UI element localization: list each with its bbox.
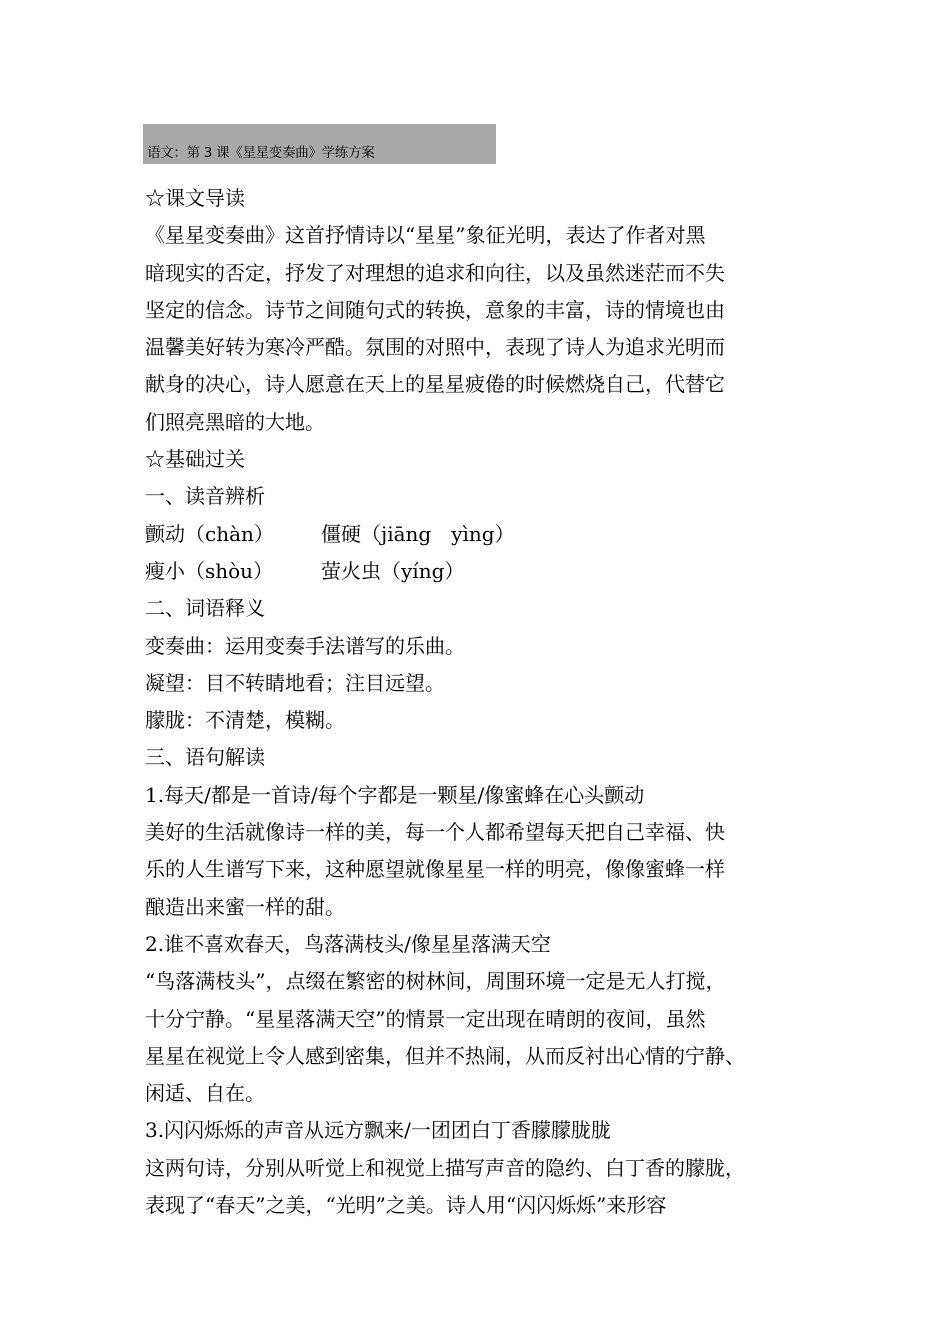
paragraph-line: 闲适、自在。 [145,1081,265,1106]
item-title: 1.每天/都是一首诗/每个字都是一颗星/像蜜蜂在心头颤动 [145,782,645,807]
item-title: 2.谁不喜欢春天，鸟落满枝头/像星星落满天空 [145,931,551,956]
document-body [145,180,835,1224]
header-title: 语文：第 3 课《星星变奏曲》学练方案 [147,145,375,161]
pronunciation-term: 萤火虫（yíng） [321,558,465,583]
subheading-vocabulary: 二、词语释义 [145,596,265,621]
paragraph-line: 《星星变奏曲》这首抒情诗以“星星”象征光明，表达了作者对黑 [145,223,706,248]
paragraph-line: 坚定的信念。诗节之间随句式的转换，意象的丰富，诗的情境也由 [145,297,725,322]
paragraph-line: 表现了“春天”之美，“光明”之美。诗人用“闪闪烁烁”来形容 [145,1193,667,1218]
paragraph-line: 这两句诗，分别从听觉上和视觉上描写声音的隐约、白丁香的朦胧， [145,1155,745,1180]
vocab-entry: 凝望：目不转睛地看；注目远望。 [145,670,445,695]
paragraph-line: 献身的决心，诗人愿意在天上的星星疲倦的时候燃烧自己，代替它 [145,372,725,397]
paragraph-line: 美好的生活就像诗一样的美，每一个人都希望每天把自己幸福、快 [145,820,725,845]
paragraph-line: 十分宁静。“星星落满天空”的情景一定出现在晴朗的夜间，虽然 [145,1006,706,1031]
item-title: 3.闪闪烁烁的声音从远方飘来/一团团白丁香朦朦胧胧 [145,1118,611,1143]
section-heading-basics: ☆基础过关 [145,447,245,472]
paragraph-line: 酿造出来蜜一样的甜。 [145,894,345,919]
pronunciation-row [145,516,835,553]
pronunciation-term: 僵硬（jiāng yìng） [321,521,515,546]
paragraph-line: “鸟落满枝头”，点缀在繁密的树林间，周围环境一定是无人打搅， [145,969,726,994]
section-heading-intro: ☆课文导读 [145,186,245,210]
paragraph-line: 暗现实的否定，抒发了对理想的追求和向往，以及虽然迷茫而不失 [145,260,725,285]
subheading-sentences: 三、语句解读 [145,745,265,770]
header-banner [143,124,496,164]
vocab-entry: 朦胧：不清楚，模糊。 [145,708,345,733]
paragraph-line: 温馨美好转为寒冷严酷。氛围的对照中，表现了诗人为追求光明而 [145,335,725,360]
pronunciation-term: 颤动（chàn） [145,521,274,546]
paragraph-line: 们照亮黑暗的大地。 [145,409,325,434]
subheading-pronunciation: 一、读音辨析 [145,484,265,509]
pronunciation-row [145,553,835,590]
pronunciation-term: 瘦小（shòu） [145,558,274,583]
paragraph-line: 乐的人生谱写下来，这种愿望就像星星一样的明亮，像像蜜蜂一样 [145,857,725,882]
vocab-entry: 变奏曲：运用变奏手法谱写的乐曲。 [145,633,465,658]
paragraph-line: 星星在视觉上令人感到密集，但并不热闹，从而反衬出心情的宁静、 [145,1043,745,1068]
